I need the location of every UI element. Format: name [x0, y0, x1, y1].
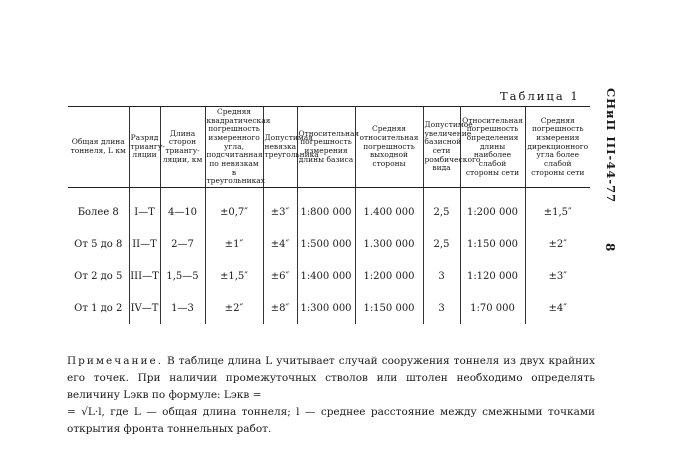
table-cell: ±2″ — [205, 292, 263, 324]
table-cell: II—T — [129, 228, 160, 260]
table-cell: 1:70 000 — [460, 292, 525, 324]
table-cell: 1:400 000 — [297, 260, 355, 292]
table-cell: IV—T — [129, 292, 160, 324]
header-output-side-error: Средняя относительная погрешность выходной стороны — [355, 107, 423, 188]
note-text: В таблице длина L учитывает случай сооружения тоннеля из двух крайних его точек. При наличии промежуточных стволов или штолен необходимо определять величину Lэкв по формуле: Lэкв = — [67, 355, 595, 401]
table-cell: 3 — [423, 292, 460, 324]
table-cell: ±4″ — [525, 292, 590, 324]
page-number: 8 — [603, 243, 617, 252]
table-cell: 2,5 — [423, 188, 460, 229]
header-triangle-misclosure: Допустимая невязка треугольника — [263, 107, 297, 188]
header-base-net-increase: Допустимое увеличение базисной сети ромбического вида — [423, 107, 460, 188]
table-cell: III—T — [129, 260, 160, 292]
table-cell: От 2 до 5 — [74, 270, 123, 282]
table-cell: ±6″ — [263, 260, 297, 292]
note-paragraph — [67, 353, 595, 404]
note-formula-text: = √L·l, где L — общая длина тоннеля; l — среднее расстояние между смежными точками открытия фронта тоннельных работ. — [67, 406, 595, 435]
table-cell: 1:200 000 — [355, 260, 423, 292]
table-row — [68, 228, 590, 260]
note-paragraph — [67, 404, 595, 438]
table-row — [68, 188, 590, 229]
table-cell: 1:800 000 — [297, 188, 355, 229]
table-cell: 2—7 — [160, 228, 205, 260]
triangulation-table — [68, 106, 590, 324]
table-cell: 1:500 000 — [297, 228, 355, 260]
header-angle-error: Средняя квадратическая погрешность измеренного угла, подсчитанная по невязкам в треугольниках — [205, 107, 263, 188]
table-row — [68, 260, 590, 292]
document-code: СНиП III-44-77 — [604, 88, 618, 204]
header-azimuth-error: Средняя погрешность измерения дирекционного угла более слабой стороны сети — [525, 107, 590, 188]
table-cell: 1:120 000 — [460, 260, 525, 292]
table-cell: 1.400 000 — [355, 188, 423, 229]
table-cell: ±1″ — [205, 228, 263, 260]
table-cell: 2,5 — [423, 228, 460, 260]
table-cell: От 1 до 2 — [74, 302, 123, 314]
table-cell: 1:300 000 — [297, 292, 355, 324]
table-cell: 1,5—5 — [160, 260, 205, 292]
table-cell: ±0,7″ — [205, 188, 263, 229]
table-cell: 1.300 000 — [355, 228, 423, 260]
header-triangulation-class: Разряд триангу- ляции — [129, 107, 160, 188]
table-cell: 1—3 — [160, 292, 205, 324]
header-total-length: Общая длина тоннеля, L км — [68, 107, 129, 188]
table-cell: ±4″ — [263, 228, 297, 260]
table-cell: От 5 до 8 — [74, 238, 123, 250]
table-cell: I—T — [129, 188, 160, 229]
table-cell: ±1,5″ — [205, 260, 263, 292]
header-side-length: Длина сторон триангу- ляции, км — [160, 107, 205, 188]
table-cell: 3 — [423, 260, 460, 292]
header-base-error: Относительная погрешность измерения длины базиса — [297, 107, 355, 188]
note-label: Примечание. — [67, 355, 164, 367]
table-cell: 1:150 000 — [460, 228, 525, 260]
table-cell: Более 8 — [77, 206, 119, 218]
table-cell: ±2″ — [525, 228, 590, 260]
table-header-row — [68, 107, 590, 188]
table-cell: ±3″ — [525, 260, 590, 292]
table-note — [67, 353, 595, 438]
table-caption: Таблица 1 — [500, 89, 580, 103]
table-cell: ±8″ — [263, 292, 297, 324]
table-cell: 1:200 000 — [460, 188, 525, 229]
table-cell: ±3″ — [263, 188, 297, 229]
header-weakest-side-error: Относительная погрешность определения длины наиболее слабой стороны сети — [460, 107, 525, 188]
table-row — [68, 292, 590, 324]
table-cell: 4—10 — [160, 188, 205, 229]
table-cell: 1:150 000 — [355, 292, 423, 324]
table-cell: ±1,5″ — [525, 188, 590, 229]
